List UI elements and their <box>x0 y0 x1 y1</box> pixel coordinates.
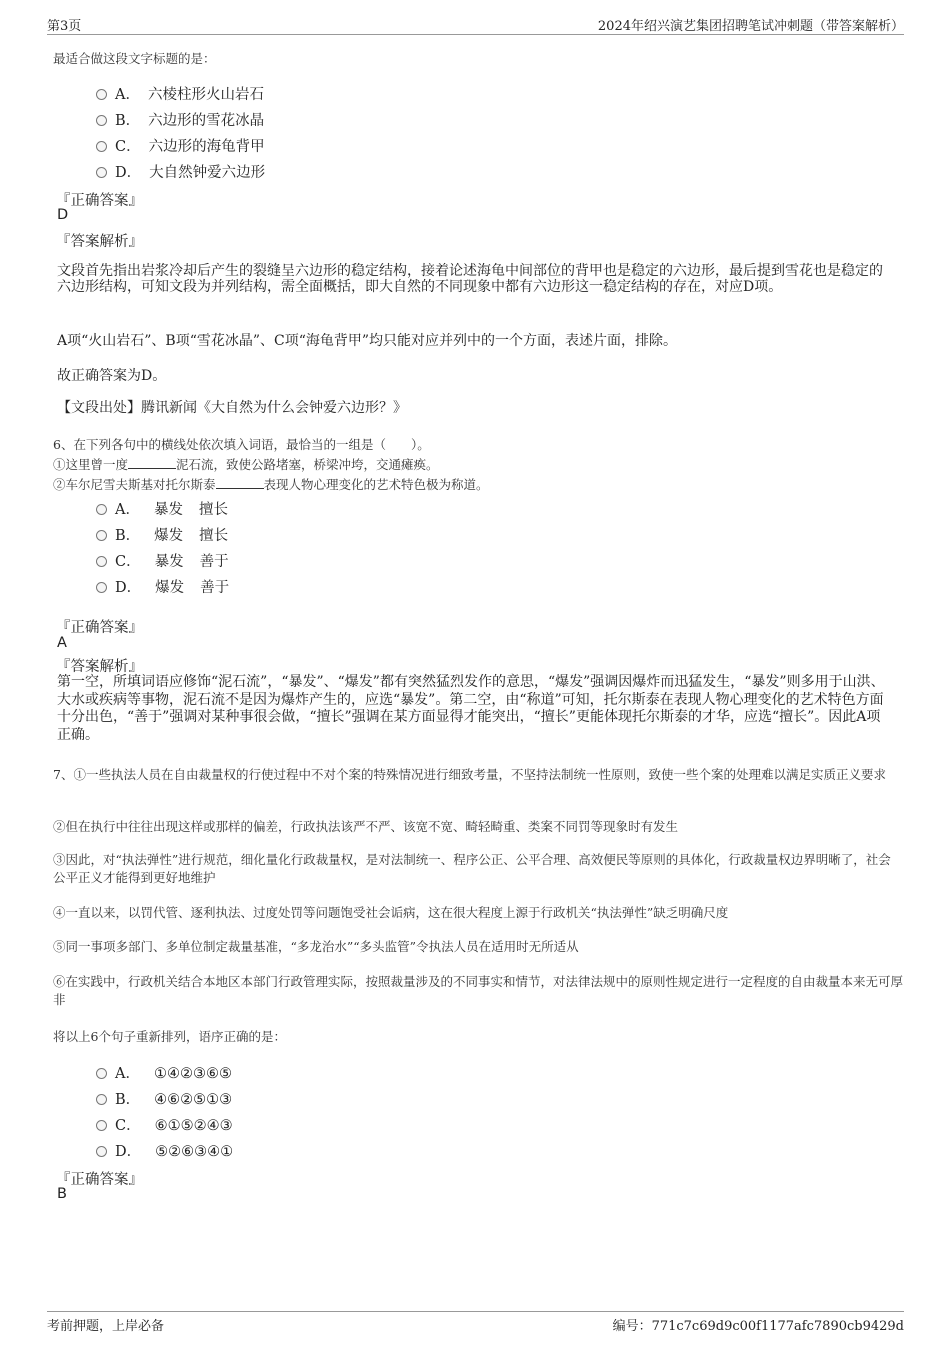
page-footer <box>47 1311 904 1336</box>
q5-analysis-label: 『答案解析』 <box>56 234 143 250</box>
radio-icon[interactable] <box>96 530 107 541</box>
q6-sentence-2: ②车尔尼雪夫斯基对托尔斯泰 表现人物心理变化的艺术特色极为称道。 <box>53 477 489 492</box>
q7-sentence-6: ⑥在实践中，行政机关结合本地区本部门行政管理实际，按照裁量涉及的不同事实和情节，对法律法规中的原则性规定进行一定程度的自由裁量本来无可厚非 <box>53 974 904 1007</box>
page-header <box>47 14 904 35</box>
q7-sentence-2: ②但在执行中往往出现这样或那样的偏差，行政执法该严不严、该宽不宽、畸轻畸重、类案不同罚等现象时有发生 <box>53 819 679 834</box>
q7-answer: B <box>57 1186 67 1202</box>
q5-analysis-para-1: 文段首先指出岩浆冷却后产生的裂缝呈六边形的稳定结构，接着论述海龟中间部位的背甲也是稳定的六边形，最后提到雪花也是稳定的六边形结构，可知文段为并列结构，需全面概括，即大自然的不同现象中都有六边形这一稳定结构的存在，对应D项。 <box>57 263 883 295</box>
q6-analysis: 第一空，所填词语应修饰“泥石流”，“暴发”、“爆发”都有突然猛烈发作的意思，“爆发”强调因爆炸而迅猛发生，“暴发”则多用于山洪、大水或疾病等事物，泥石流不是因为爆炸产生的，应选“暴发”。第二空，由“称道”可知，托尔斯泰在表现人物心理变化的艺术特色方面十分出色，“善于”强调对某种事很会做，“擅长”强调在某方面显得才能突出，“擅长”更能体现托尔斯泰的才华，应选“擅长”。因此A项正确。 <box>57 674 885 743</box>
q7-option-d[interactable]: D． ⑤②⑥③④① <box>96 1140 233 1161</box>
q6-option-c[interactable]: C． 暴发 善于 <box>96 550 229 571</box>
radio-icon[interactable] <box>96 1068 107 1079</box>
radio-icon[interactable] <box>96 504 107 515</box>
radio-icon[interactable] <box>96 582 107 593</box>
q6-answer-label: 『正确答案』 <box>56 620 143 636</box>
q5-option-d[interactable]: D． 大自然钟爱六边形 <box>96 161 265 182</box>
q6-analysis-label: 『答案解析』 <box>56 659 143 675</box>
q7-prompt: 将以上6个句子重新排列，语序正确的是： <box>53 1029 286 1044</box>
q6-option-b[interactable]: B． 爆发 擅长 <box>96 524 228 545</box>
footer-slogan: 考前押题，上岸必备 <box>47 1319 165 1334</box>
fill-blank <box>216 477 264 489</box>
q7-option-c[interactable]: C． ⑥①⑤②④③ <box>96 1114 233 1135</box>
radio-icon[interactable] <box>96 115 107 126</box>
fill-blank <box>128 457 176 469</box>
document-title: 2024年绍兴演艺集团招聘笔试冲刺题（带答案解析） <box>597 19 904 34</box>
q6-answer: A <box>57 635 67 651</box>
radio-icon[interactable] <box>96 556 107 567</box>
q5-prompt: 最适合做这段文字标题的是： <box>53 51 216 66</box>
radio-icon[interactable] <box>96 1120 107 1131</box>
q7-option-b[interactable]: B． ④⑥②⑤①③ <box>96 1088 232 1109</box>
radio-icon[interactable] <box>96 167 107 178</box>
q6-stem: 6、在下列各句中的横线处依次填入词语，最恰当的一组是（ ）。 <box>53 437 430 452</box>
q5-option-c[interactable]: C． 六边形的海龟背甲 <box>96 135 265 156</box>
q7-option-a[interactable]: A． ①④②③⑥⑤ <box>96 1062 232 1083</box>
radio-icon[interactable] <box>96 89 107 100</box>
q6-sentence-1: ①这里曾一度 泥石流，致使公路堵塞，桥梁冲垮，交通瘫痪。 <box>53 457 439 472</box>
page-number: 第3页 <box>47 19 82 34</box>
q6-option-d[interactable]: D． 爆发 善于 <box>96 576 229 597</box>
radio-icon[interactable] <box>96 1146 107 1157</box>
radio-icon[interactable] <box>96 1094 107 1105</box>
q5-option-b[interactable]: B． 六边形的雪花冰晶 <box>96 109 264 130</box>
q7-sentence-5: ⑤同一事项多部门、多单位制定裁量基准，“多龙治水”“多头监管”令执法人员在适用时无所适从 <box>53 939 579 954</box>
q5-source: 【文段出处】腾讯新闻《大自然为什么会钟爱六边形？》 <box>57 400 407 416</box>
q7-sentence-1: 7、①一些执法人员在自由裁量权的行使过程中不对个案的特殊情况进行细致考量，不坚持法制统一性原则，致使一些个案的处理难以满足实质正义要求 <box>53 767 886 782</box>
q6-option-a[interactable]: A． 暴发 擅长 <box>96 498 228 519</box>
q5-answer: D <box>57 207 69 223</box>
radio-icon[interactable] <box>96 141 107 152</box>
document-id: 编号：771c7c69d9c00f1177afc7890cb9429d <box>612 1319 904 1334</box>
q7-sentence-4: ④一直以来，以罚代管、逐利执法、过度处罚等问题饱受社会诟病，这在很大程度上源于行政机关“执法弹性”缺乏明确尺度 <box>53 905 729 920</box>
q5-analysis-para-2: A项“火山岩石”、B项“雪花冰晶”、C项“海龟背甲”均只能对应并列中的一个方面，表述片面，排除。 <box>57 333 678 349</box>
q5-analysis-para-3: 故正确答案为D。 <box>57 368 167 384</box>
q5-answer-label: 『正确答案』 <box>56 193 143 209</box>
q7-answer-label: 『正确答案』 <box>56 1172 143 1188</box>
q7-sentence-3: ③因此，对“执法弹性”进行规范，细化量化行政裁量权，是对法制统一、程序公正、公平合理、高效便民等原则的具体化，行政裁量权边界明晰了，社会公平正义才能得到更好地维护 <box>53 852 891 885</box>
q5-option-a[interactable]: A． 六棱柱形火山岩石 <box>96 83 264 104</box>
